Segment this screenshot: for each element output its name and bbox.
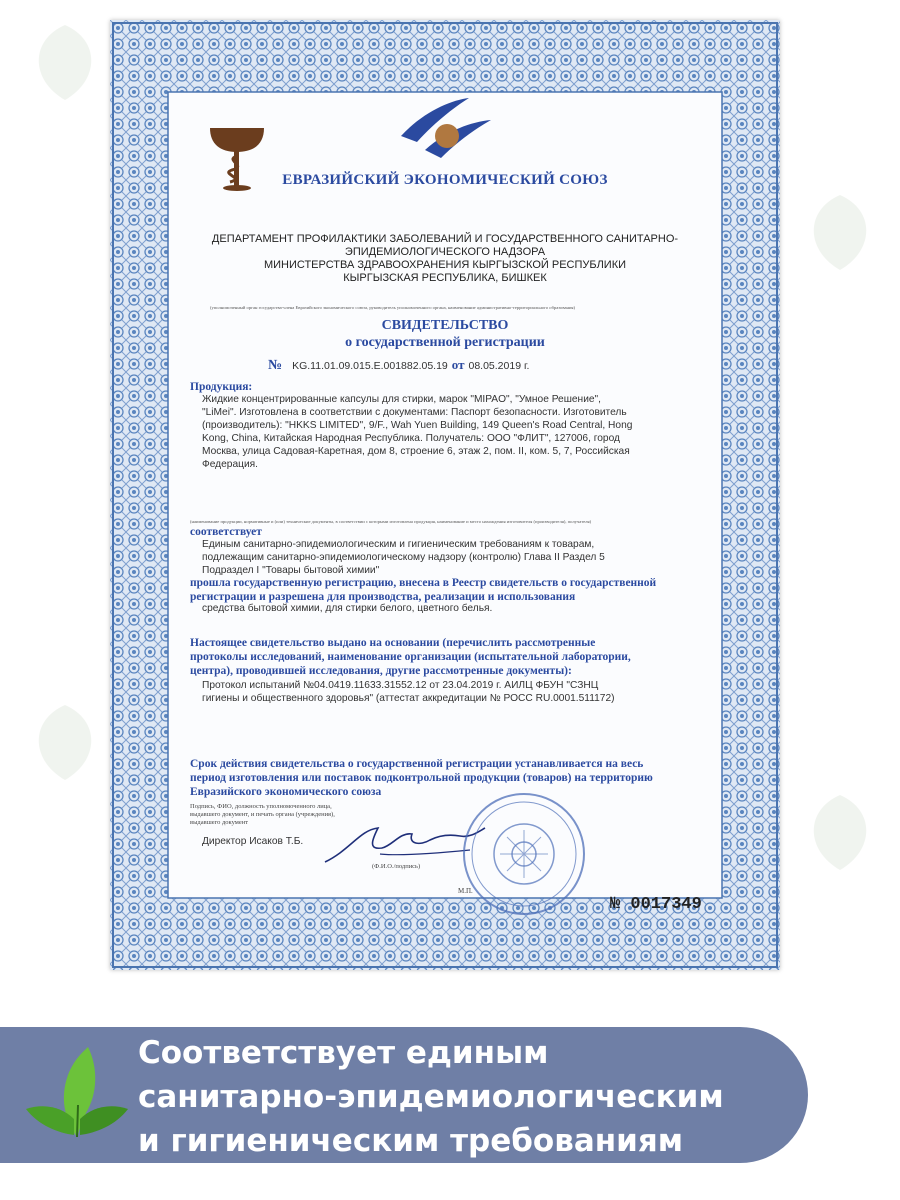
date-word: от xyxy=(451,357,465,372)
leaf-icon xyxy=(22,1045,132,1145)
fio-caption: (Ф.И.О./подпись) xyxy=(372,863,421,870)
background-leaf-icon xyxy=(20,20,110,110)
certificate xyxy=(110,20,780,970)
serial-number: № 0017349 xyxy=(610,895,702,914)
background-leaf-icon xyxy=(795,790,885,880)
banner-line: Соответствует единым xyxy=(138,1035,549,1071)
banner-line: и гигиеническим требованиям xyxy=(138,1123,684,1159)
certificate-title: СВИДЕТЕЛЬСТВО о государственной регистрации xyxy=(345,318,545,350)
certificate-content xyxy=(110,20,780,970)
authority-caption: (уполномоченный орган государства-члена Евразийского экономического союза, руководитель уполномоченного органа, наименование административно-территориального образования) xyxy=(210,305,576,310)
background-leaf-icon xyxy=(20,700,110,790)
signature-caption: Подпись, ФИО, должность уполномоченного лица, выдавшего документ, и печать органа (учреждения), выдавшего документ xyxy=(190,803,335,826)
usage-scope: средства бытовой химии, для стирки белого, цветного белья. xyxy=(202,603,493,614)
signer-name: Директор Исаков Т.Б. xyxy=(202,836,304,847)
registration-date: 08.05.2019 г. xyxy=(468,360,530,372)
product-heading: Продукция: xyxy=(190,381,253,393)
basis-heading: Настоящее свидетельство выдано на основании (перечислить рассмотренные протоколы исследований, наименование организации (испытательной лаборатории, центра), проводившей исследования, другие рассмотренные документы): xyxy=(190,637,631,677)
official-seal-icon xyxy=(460,790,588,918)
background-leaf-icon xyxy=(795,190,885,280)
product-caption: (наименование продукции, нормативные и (или) технические документы, в соответствии с которыми изготовлена продукция, наименование и место нахождения изготовителя (производителя), получателя) xyxy=(190,519,592,524)
registration-number-line xyxy=(268,357,529,374)
complies-heading: соответствует xyxy=(190,526,262,538)
number-sign: № xyxy=(268,358,283,373)
product-description: Жидкие концентрированные капсулы для стирки, марок "MIPAO", "Умное Решение", "LiMei". Изготовлена в соответствии с документами: Паспорт безопасности. Изготовитель (производитель): "HKKS LIMITED", 9/F., Wah Yuen Building, 149 Queen's Road Central, Hong Kong, China, Китайская Народная Республика. Получатель: ООО "ФЛИТ", 127006, город Москва, улица Садовая-Каретная, дом 8, строение 6, этаж 2, пом. II, ком. 5, 7, Российская Федерация. xyxy=(202,394,633,470)
validity-statement: Срок действия свидетельства о государственной регистрации устанавливается на весь период изготовления или поставок подконтрольной продукции (товаров) на территорию Евразийского экономического союза xyxy=(190,758,653,798)
banner-line: санитарно-эпидемиологическим xyxy=(138,1079,724,1115)
registration-statement: прошла государственную регистрацию, внесена в Реестр свидетельств о государственной регистрации и разрешена для производства, реализации и использования xyxy=(190,577,657,603)
complies-requirements: Единым санитарно-эпидемиологическим и гигиеническим требованиям к товарам, подлежащим санитарно-эпидемиологическому надзору (контролю) Глава II Раздел 5 Подраздел I "Товары бытовой химии" xyxy=(202,539,605,576)
department-name: ДЕПАРТАМЕНТ ПРОФИЛАКТИКИ ЗАБОЛЕВАНИЙ И ГОСУДАРСТВЕННОГО САНИТАРНО- ЭПИДЕМИОЛОГИЧЕСКОГО НАДЗОРА МИНИСТЕРСТВА ЗДРАВООХРАНЕНИЯ КЫРГЫЗСКОЙ РЕСПУБЛИКИ КЫРГЫЗСКАЯ РЕСПУБЛИКА, БИШКЕК xyxy=(211,233,679,284)
union-title: ЕВРАЗИЙСКИЙ ЭКОНОМИЧЕСКИЙ СОЮЗ xyxy=(282,172,608,188)
registration-number: KG.11.01.09.015.E.001882.05.19 xyxy=(292,360,448,372)
claim-banner-text xyxy=(138,1031,788,1163)
mp-label: М.П. xyxy=(458,887,473,895)
test-protocol: Протокол испытаний №04.0419.11633.31552.12 от 23.04.2019 г. АИЛЦ ФБУН "СЗНЦ гигиены и общественного здоровья" (аттестат аккредитации № РОСС RU.0001.511172) xyxy=(202,680,615,704)
